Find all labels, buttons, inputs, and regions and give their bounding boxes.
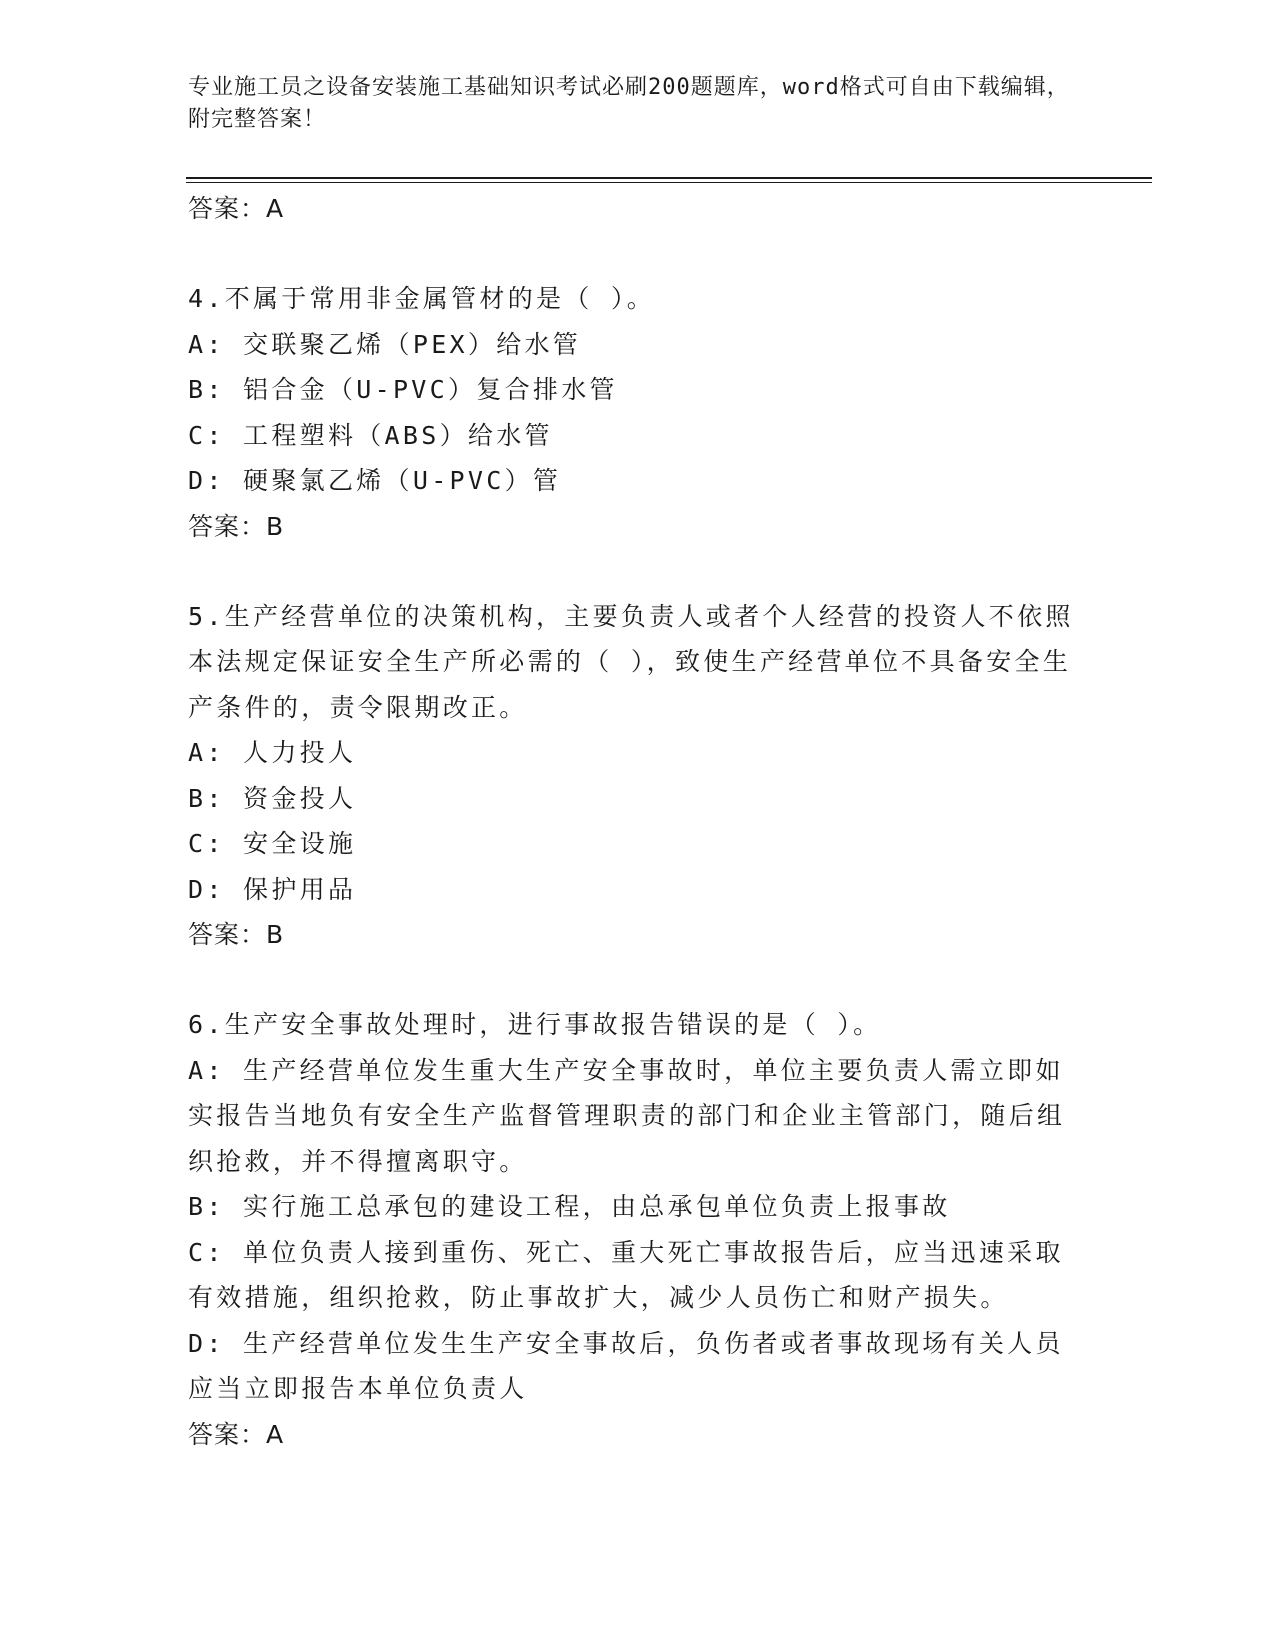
option-c: C: 单位负责人接到重伤、死亡、重大死亡事故报告后，应当迅速采取有效措施，组织抢救，防止事故扩大，减少人员伤亡和财产损失。 xyxy=(188,1237,1064,1312)
option-b: B: 铝合金（U-PVC）复合排水管 xyxy=(188,375,618,404)
question-5 xyxy=(188,594,1078,959)
header-divider-thin xyxy=(186,182,1152,183)
option-d: D: 保护用品 xyxy=(188,874,357,904)
question-6 xyxy=(188,1002,1078,1458)
answer-line: 答案：B xyxy=(188,511,285,541)
document-header: 专业施工员之设备安装施工基础知识考试必刷200题题库，word格式可自由下载编辑，附完整答案！ xyxy=(188,75,1070,132)
option-d: D: 硬聚氯乙烯（U-PVC）管 xyxy=(188,466,562,495)
option-c: C: 工程塑料（ABS）给水管 xyxy=(188,420,553,450)
question-list xyxy=(188,186,1078,1458)
option-d: D: 生产经营单位发生生产安全事故后，负伤者或者事故现场有关人员应当立即报告本单位负责人 xyxy=(188,1328,1064,1403)
option-c: C: 安全设施 xyxy=(188,829,357,858)
option-b: B: 资金投人 xyxy=(188,783,357,813)
option-b: B: 实行施工总承包的建设工程，由总承包单位负责上报事故 xyxy=(188,1192,951,1221)
answer-line: 答案：A xyxy=(188,1419,285,1449)
header-divider-thick xyxy=(186,177,1152,179)
question-stem: 6.生产安全事故处理时，进行事故报告错误的是（ ）。 xyxy=(188,1010,882,1039)
question-4 xyxy=(188,276,1078,550)
option-a: A: 人力投人 xyxy=(188,738,357,767)
question-stem: 5.生产经营单位的决策机构，主要负责人或者个人经营的投资人不依照本法规定保证安全生产所必需的（ ），致使生产经营单位不具备安全生产条件的，责令限期改正。 xyxy=(188,601,1074,722)
answer-line: 答案：B xyxy=(188,920,285,949)
option-a: A: 交联聚乙烯（PEX）给水管 xyxy=(188,329,582,359)
question-stem: 4.不属于常用非金属管材的是（ ）。 xyxy=(188,284,656,313)
option-a: A: 生产经营单位发生重大生产安全事故时，单位主要负责人需立即如实报告当地负有安全生产监督管理职责的部门和企业主管部门，随后组织抢救，并不得擅离职守。 xyxy=(188,1055,1066,1176)
answer-line: 答案：A xyxy=(188,194,285,223)
